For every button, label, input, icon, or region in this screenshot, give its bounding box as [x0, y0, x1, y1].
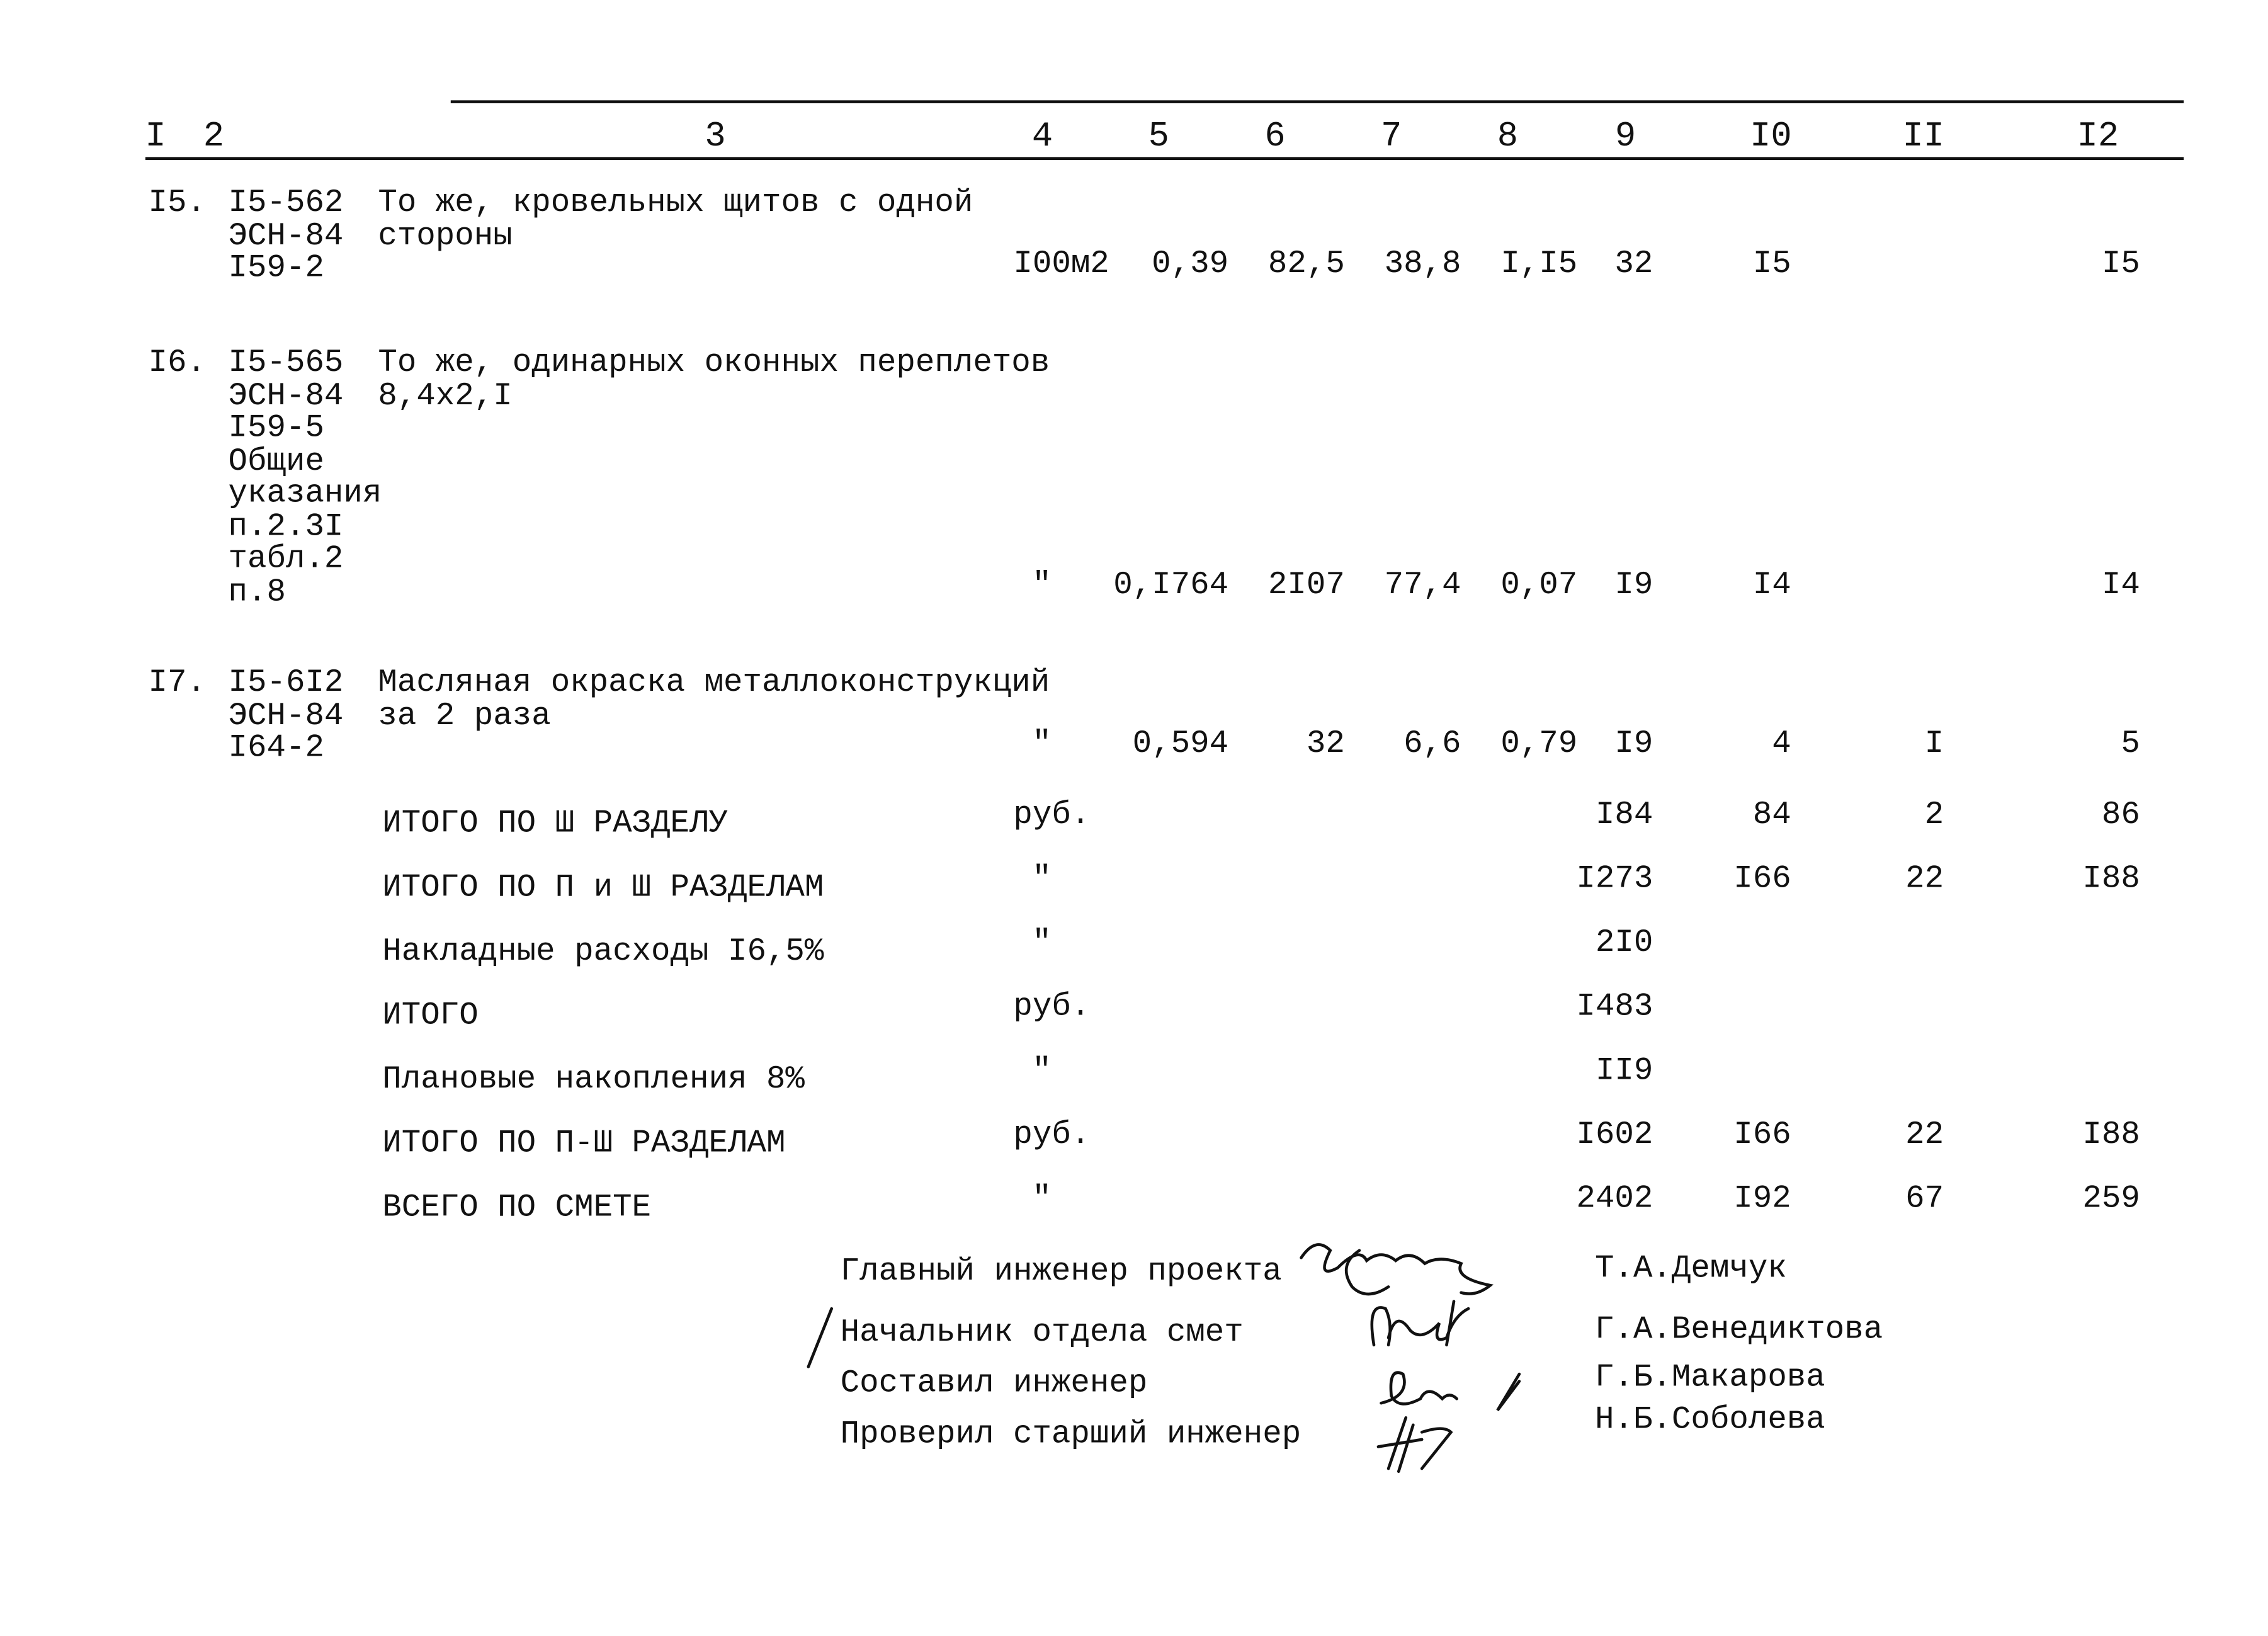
item-code-line: п.2.3I	[228, 508, 344, 545]
item-value-c7: 6,6	[1403, 725, 1461, 762]
total-value-c9: 2I0	[1595, 924, 1653, 962]
column-header: I0	[1750, 118, 1792, 157]
column-header: 3	[705, 118, 726, 157]
item-value-c12: 5	[2121, 725, 2140, 762]
total-value-c9: I602	[1576, 1116, 1653, 1154]
total-value-c11: 67	[1905, 1180, 1944, 1217]
total-label: Плановые накопления 8%	[382, 1061, 805, 1098]
total-unit: руб.	[1013, 1116, 1091, 1154]
signatory-name: Т.А.Демчук	[1594, 1250, 1787, 1287]
total-value-c12: 86	[2101, 797, 2140, 834]
total-value-c9: I84	[1595, 797, 1653, 834]
signatory-name: Г.Б.Макарова	[1594, 1359, 1825, 1396]
item-code-line: Общие	[228, 443, 324, 479]
item-value-c9: 32	[1614, 246, 1653, 282]
total-unit: руб.	[1013, 797, 1091, 834]
item-code-line: I5-6I2	[228, 664, 344, 701]
item-value-c5: 0,I764	[1113, 567, 1229, 604]
item-value-c9: I9	[1614, 567, 1653, 604]
column-header: 4	[1031, 118, 1053, 157]
item-description-line: стороны	[378, 217, 513, 254]
item-code-line: ЭСН-84	[228, 377, 344, 414]
total-unit: "	[1032, 924, 1052, 962]
column-header: I	[145, 118, 166, 157]
item-description-line: Масляная окраска металлоконструкций	[378, 664, 1050, 701]
header-bottom-rule	[145, 157, 2184, 160]
total-value-c10: I66	[1733, 860, 1791, 897]
total-unit: руб.	[1013, 989, 1091, 1025]
total-label: ВСЕГО ПО СМЕТЕ	[382, 1189, 652, 1226]
item-code-line: I5-565	[228, 344, 344, 381]
total-value-c11: 2	[1924, 797, 1944, 834]
item-value-c6: 82,5	[1267, 246, 1345, 282]
item-unit: "	[1032, 567, 1052, 604]
total-unit: "	[1032, 860, 1052, 897]
total-value-c11: 22	[1905, 1116, 1944, 1154]
item-code-line: ЭСН-84	[228, 217, 344, 254]
total-unit: "	[1032, 1180, 1052, 1217]
item-value-c12: I5	[2101, 246, 2140, 282]
item-value-c5: 0,594	[1132, 725, 1229, 762]
item-code-line: I59-2	[228, 250, 324, 287]
item-description-line: То же, одинарных оконных переплетов	[378, 344, 1050, 381]
total-value-c9: I483	[1576, 989, 1653, 1025]
item-code-line: I64-2	[228, 730, 324, 766]
item-value-c7: 77,4	[1384, 567, 1461, 604]
total-value-c9: II9	[1595, 1052, 1653, 1089]
column-header: 8	[1497, 118, 1519, 157]
item-value-c8: I,I5	[1500, 246, 1578, 282]
signatory-role: Начальник отдела смет	[840, 1314, 1244, 1351]
item-code-line: п.8	[228, 573, 286, 610]
signatory-role: Главный инженер проекта	[840, 1253, 1282, 1290]
column-header: 9	[1614, 118, 1636, 157]
item-description-line: за 2 раза	[378, 697, 551, 734]
column-header: I2	[2077, 118, 2119, 157]
column-header: 6	[1264, 118, 1286, 157]
item-value-c11: I	[1924, 725, 1944, 762]
signatory-role: Проверил старший инженер	[840, 1416, 1301, 1453]
column-header: II	[1902, 118, 1945, 157]
item-code-line: табл.2	[228, 540, 344, 577]
item-code-line: I59-5	[228, 410, 324, 446]
item-value-c10: I5	[1752, 246, 1791, 282]
total-value-c12: I88	[2082, 860, 2140, 897]
total-label: ИТОГО ПО П-Ш РАЗДЕЛАМ	[382, 1125, 786, 1162]
total-unit: "	[1032, 1052, 1052, 1089]
item-value-c6: 2I07	[1267, 567, 1345, 604]
item-value-c6: 32	[1306, 725, 1345, 762]
signatory-name: Н.Б.Соболева	[1594, 1401, 1825, 1438]
top-rule	[451, 100, 2184, 103]
item-description-line: То же, кровельных щитов с одной	[378, 185, 973, 221]
column-header: 5	[1148, 118, 1169, 157]
column-header: 2	[203, 118, 225, 157]
total-label: ИТОГО ПО Ш РАЗДЕЛУ	[382, 805, 728, 842]
item-code-line: I5-562	[228, 185, 344, 221]
total-label: ИТОГО ПО П и Ш РАЗДЕЛАМ	[382, 869, 824, 906]
total-label: ИТОГО	[382, 997, 479, 1034]
item-value-c10: 4	[1772, 725, 1791, 762]
item-code-line: ЭСН-84	[228, 697, 344, 734]
item-number: I6.	[148, 344, 206, 381]
item-unit: I00м2	[1013, 246, 1109, 282]
total-value-c12: 259	[2082, 1180, 2140, 1217]
total-value-c12: I88	[2082, 1116, 2140, 1154]
item-value-c7: 38,8	[1384, 246, 1461, 282]
total-value-c9: I273	[1576, 860, 1653, 897]
item-value-c5: 0,39	[1152, 246, 1229, 282]
total-value-c11: 22	[1905, 860, 1944, 897]
item-value-c12: I4	[2101, 567, 2140, 604]
column-header: 7	[1381, 118, 1402, 157]
approval-slash-mark	[0, 0, 1, 1]
total-label: Накладные расходы I6,5%	[382, 933, 824, 970]
item-code-line: указания	[228, 475, 382, 512]
item-value-c9: I9	[1614, 725, 1653, 762]
total-value-c10: I92	[1733, 1180, 1791, 1217]
total-value-c9: 2402	[1576, 1180, 1653, 1217]
total-value-c10: I66	[1733, 1116, 1791, 1154]
item-unit: "	[1032, 725, 1052, 762]
item-number: I5.	[148, 185, 206, 221]
item-description-line: 8,4x2,I	[378, 377, 513, 414]
item-value-c8: 0,79	[1500, 725, 1578, 762]
item-number: I7.	[148, 664, 206, 701]
signatory-role: Составил инженер	[840, 1365, 1148, 1402]
signatory-name: Г.А.Венедиктова	[1594, 1311, 1883, 1348]
item-value-c10: I4	[1752, 567, 1791, 604]
total-value-c10: 84	[1752, 797, 1791, 834]
item-value-c8: 0,07	[1500, 567, 1578, 604]
